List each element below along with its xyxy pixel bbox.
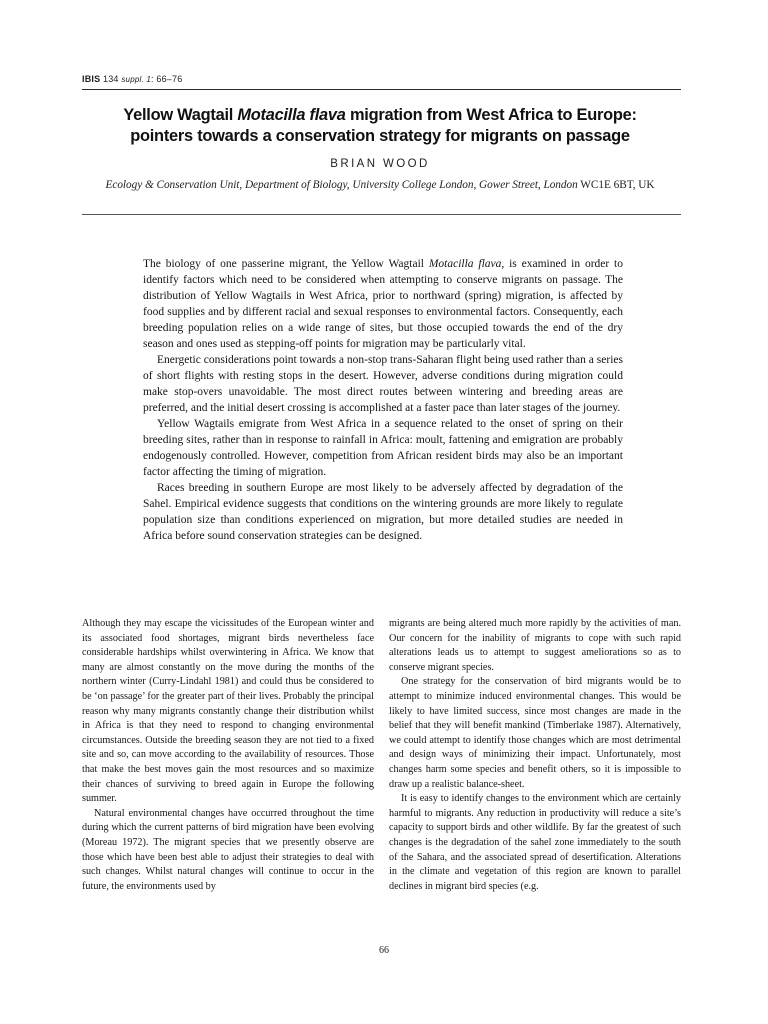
page-number: 66 — [379, 945, 389, 956]
body-column-left — [82, 617, 374, 894]
journal-supplement: suppl. 1 — [121, 75, 151, 84]
title-rule — [82, 214, 681, 215]
author-affiliation — [90, 179, 670, 191]
title-part-1: Yellow Wagtail — [123, 106, 238, 124]
title-part-2: migration from West Africa to Europe: pointers towards a conservation strategy for migrants on passage — [130, 106, 637, 145]
body-column-right — [389, 617, 681, 894]
abstract — [143, 256, 623, 544]
body-paragraph: Although they may escape the vicissitudes of the European winter and its associated food shortages, migrant birds nevertheless face considerable hardships whilst overwintering in Africa. We know that many are almost constantly on the move during the months of the northern winter (Curry-Lindahl 1981) and could thus be considered to be ‘on passage’ for the greater part of their lives. Probably the principal reason why many migrants constantly change their distribution whilst in Africa is that they need to respond to changing environmental circumstances. Outside the breeding season they are not tied to a fixed site and so, can move according to the availability of resources. Those that make the best moves gain the most resources and so maximize their chances of surviving to breed again in Europe the following summer. — [82, 618, 374, 805]
journal-name: IBIS — [82, 74, 101, 84]
abstract-paragraph: Races breeding in southern Europe are most likely to be adversely affected by degradation of the Sahel. Empirical evidence suggests that conditions on the wintering grounds are more likely to regulate population size than conditions experienced on migration, but more detailed studies are needed in Africa before sound conservation strategies can be designed. — [143, 482, 623, 542]
journal-volume: 134 — [103, 74, 119, 84]
body-paragraph: One strategy for the conservation of bird migrants would be to attempt to minimize induced environmental changes. This would be likely to have limited success, since most changes are made in the belief that they will benefit mankind (Timberlake 1987). Alternatively, we could attempt to identify those changes which are most detrimental and design ways of minimizing their impact. Unfortunately, most changes harm some species and benefit others, so it is impossible to draw up a realistic balance-sheet. — [389, 676, 681, 790]
abstract-text: , is examined in order to identify factors which need to be considered when attempting to conserve migrants on passage. The distribution of Yellow Wagtails in West Africa, prior to northward (spring) migration, is affected by food supplies and by different racial and sexual responses to environmental factors. Consequently, each breeding population relies on a wide range of sites, but those occupied towards the end of the dry season and ones used as stepping-off points for migration may be particularly vital. — [143, 258, 624, 350]
affiliation-postcode: WC1E 6BT, UK — [577, 179, 655, 191]
body-paragraph: Natural environmental changes have occurred throughout the time during which the current patterns of bird migration have been evolving (Moreau 1972). The migrant species that we presently observe are those which have been best able to adjust their strategies to deal with such changes. Whilst natural changes will continue to occur in the future, the environments used by — [82, 807, 374, 892]
article-title — [90, 105, 670, 147]
title-species: Motacilla flava — [237, 106, 346, 124]
abstract-paragraph: Yellow Wagtails emigrate from West Africa in a sequence related to the onset of spring on their breeding sites, rather than in response to rainfall in Africa: moult, fattening and emigration are probably endogenously controlled. However, competition from African resident birds may also be an important factor affecting the timing of migration. — [143, 418, 623, 478]
affiliation-italic: Ecology & Conservation Unit, Department of Biology, University College London, Gower Street, London — [105, 179, 578, 191]
author-name: BRIAN WOOD — [330, 158, 430, 170]
abstract-text: The biology of one passerine migrant, the Yellow Wagtail — [143, 258, 429, 270]
running-head — [82, 74, 182, 84]
journal-pages: : 66–76 — [150, 74, 183, 84]
abstract-paragraph: Energetic considerations point towards a non-stop trans-Saharan flight being used rather than a series of short flights with resting stops in the desert. However, adverse conditions during migration could make stop-overs unavoidable. The most direct routes between wintering and breeding areas are preferred, and the initial desert crossing is accomplished at a faster pace than later stages of the journey. — [143, 354, 623, 414]
abstract-paragraph — [143, 256, 623, 352]
body-paragraph: migrants are being altered much more rapidly by the activities of man. Our concern for the inability of migrants to cope with such rapid alterations leads us to attempt to suggest ameliorations so as to conserve migrant species. — [389, 618, 681, 673]
abstract-species: Motacilla flava — [428, 258, 502, 270]
body-paragraph: It is easy to identify changes to the environment which are certainly harmful to migrants. Any reduction in productivity will reduce a site’s capacity to support birds and other wildlife. By far the greatest of such changes is the degradation of the sahel zone immediately to the south of the Sahara, and the associated spread of desertification. Alterations in the climate and vegetation of this region are known to parallel declines in migrant bird species (e.g. — [389, 793, 681, 892]
header-rule — [82, 89, 681, 90]
